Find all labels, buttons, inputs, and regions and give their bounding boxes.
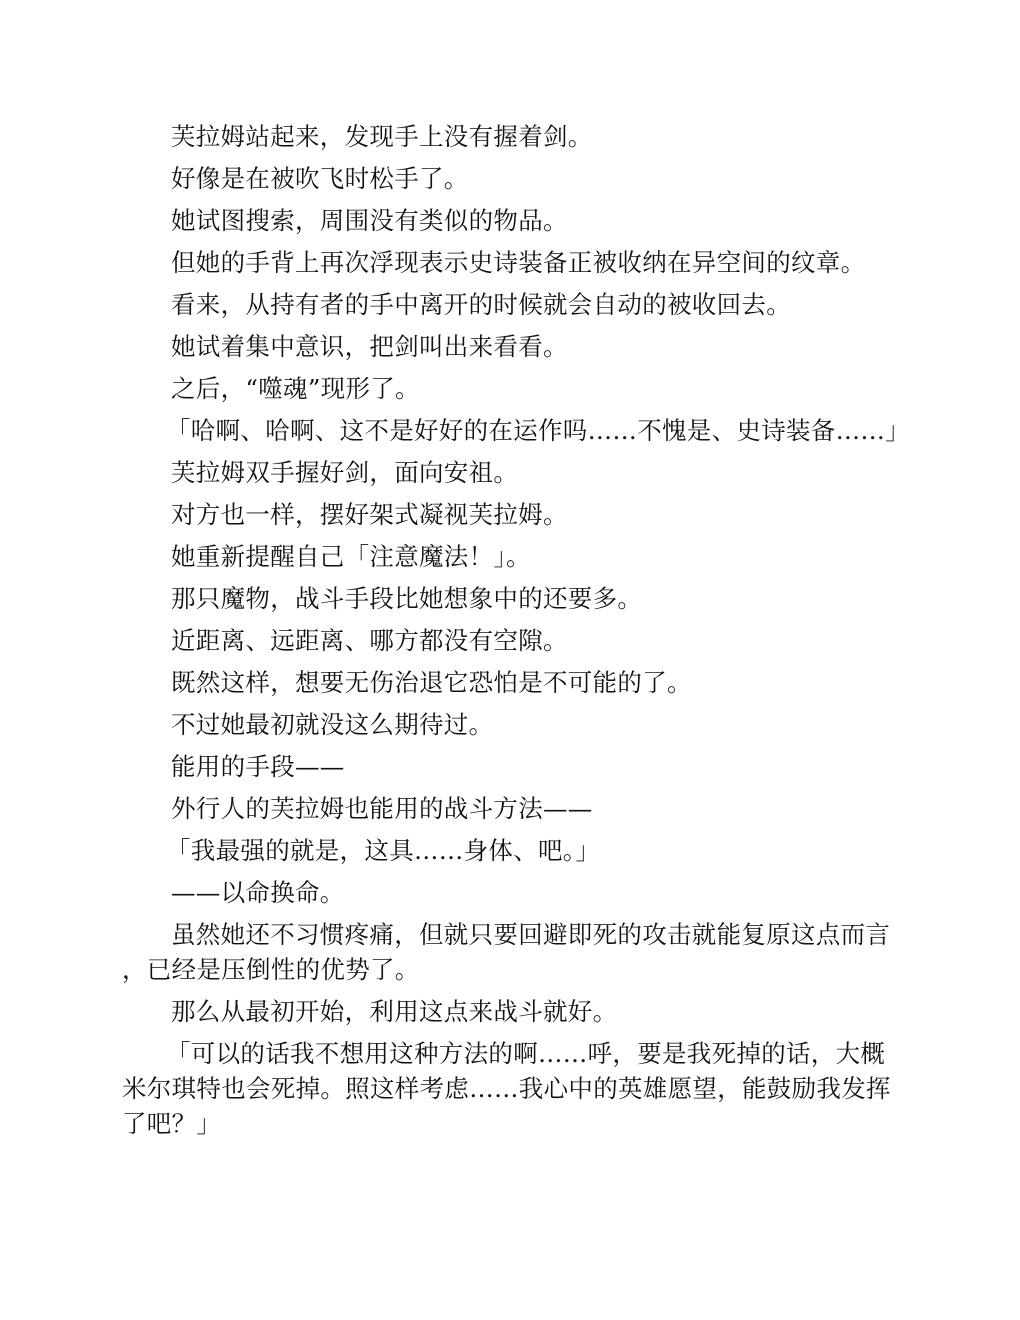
paragraph: 不过她最初就没这么期待过。	[171, 710, 494, 739]
dialogue-paragraph: 「哈啊、哈啊、这不是好好的在运作吗……不愧是、史诗装备……」	[166, 416, 910, 445]
paragraph: 虽然她还不习惯疼痛，但就只要回避即死的攻击就能复原这点而言，已经是压倒性的优势了。	[122, 920, 891, 984]
paragraph: 芙拉姆站起来，发现手上没有握着剑。	[171, 122, 593, 151]
paragraph: 芙拉姆双手握好剑，面向安祖。	[171, 458, 519, 487]
paragraph: 外行人的芙拉姆也能用的战斗方法——	[171, 794, 593, 823]
paragraph: 她试着集中意识，把剑叫出来看看。	[171, 332, 568, 361]
paragraph: 好像是在被吹飞时松手了。	[171, 164, 469, 193]
paragraph: 近距离、远距离、哪方都没有空隙。	[171, 626, 568, 655]
paragraph: 之后，“噬魂”现形了。	[171, 374, 420, 403]
paragraph: 她试图搜索，周围没有类似的物品。	[171, 206, 568, 235]
paragraph: 那么从最初开始，利用这点来战斗就好。	[171, 997, 618, 1026]
novel-text-body	[122, 116, 910, 1145]
paragraph: 看来，从持有者的手中离开的时候就会自动的被收回去。	[171, 290, 791, 319]
paragraph: 对方也一样，摆好架式凝视芙拉姆。	[171, 500, 568, 529]
dialogue-paragraph: 「可以的话我不想用这种方法的啊……呼，要是我死掉的话，大概米尔琪特也会死掉。照这样考虑……我心中的英雄愿望，能鼓励我发挥了吧？」	[122, 1039, 891, 1138]
paragraph: 能用的手段——	[171, 752, 345, 781]
paragraph: ——以命换命。	[171, 878, 345, 907]
paragraph: 那只魔物，战斗手段比她想象中的还要多。	[171, 584, 643, 613]
paragraph: 她重新提醒自己「注意魔法！」。	[171, 542, 531, 571]
paragraph: 但她的手背上再次浮现表示史诗装备正被收纳在异空间的纹章。	[171, 248, 866, 277]
paragraph: 既然这样，想要无伤治退它恐怕是不可能的了。	[171, 668, 692, 697]
dialogue-paragraph: 「我最强的就是，这具……身体、吧。」	[166, 836, 601, 865]
